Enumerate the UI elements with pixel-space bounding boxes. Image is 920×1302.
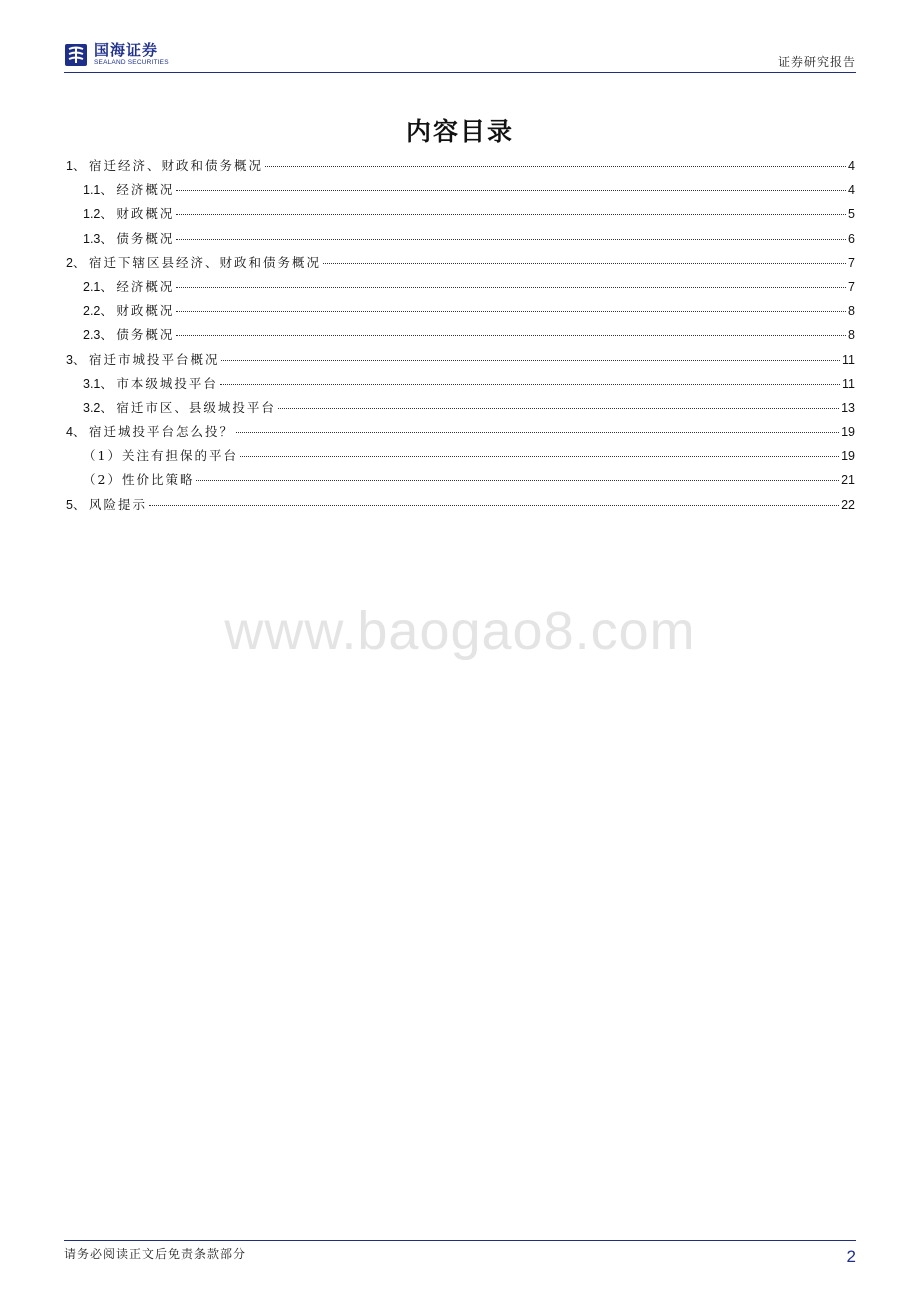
toc-dot-leader [176,311,846,312]
toc-entry-page: 7 [848,279,855,294]
toc-entry-page: 22 [841,497,855,512]
toc-dot-leader [196,480,839,481]
toc-entry[interactable] [66,275,855,299]
toc-entry[interactable] [66,299,855,323]
toc-entry[interactable] [66,444,855,468]
toc-dot-leader [240,456,839,457]
toc-entry[interactable] [66,202,855,226]
toc-entry-page: 6 [848,231,855,246]
toc-entry-label: 宿迁经济、财政和债务概况 [88,158,263,173]
toc-entry[interactable] [66,251,855,275]
toc-entry-number: 1.3、 [83,231,117,246]
page-title: 内容目录 [405,117,514,146]
toc-entry[interactable] [66,154,855,178]
toc-entry[interactable] [66,493,855,517]
toc-entry-label: 财政概况 [116,303,175,319]
toc-entry[interactable] [66,420,855,444]
toc-entry-number: 2、 [66,255,89,270]
toc-entry-label: 经济概况 [116,182,175,198]
toc-entry-page: 19 [841,425,855,440]
sealand-logo-icon [64,43,88,67]
toc-dot-leader [265,166,846,167]
toc-entry-label: 经济概况 [116,278,175,294]
toc-dot-leader [236,432,839,433]
toc-entry-number: 1、 [66,159,89,173]
toc-entry-label: （2）性价比策略 [83,472,195,488]
toc-entry-number: 5、 [66,497,89,512]
toc-entry-page: 11 [842,352,855,367]
toc-entry-page: 11 [842,376,855,391]
toc-entry-page: 8 [848,304,855,319]
toc-entry[interactable] [66,227,855,251]
toc-dot-leader [221,360,840,361]
toc-entry-label: （1）关注有担保的平台 [83,448,238,464]
logo-english-name: SEALAND SECURITIES [94,59,169,67]
toc-entry[interactable] [66,468,855,492]
toc-entry-label: 宿迁城投平台怎么投？ [88,424,234,440]
watermark: www.baogao8.com [224,601,696,661]
toc-entry-label: 风险提示 [88,496,147,512]
toc-entry-number: 1.1、 [83,183,117,198]
toc-entry-page: 13 [841,400,855,415]
toc-entry-number: 3.1、 [83,376,117,391]
toc-entry-number: 2.2、 [83,304,117,319]
toc-dot-leader [176,287,846,288]
toc-dot-leader [149,505,839,506]
toc-dot-leader [176,214,846,215]
toc-entry-label: 宿迁下辖区县经济、财政和债务概况 [88,254,321,270]
toc-dot-leader [176,239,846,240]
toc-entry-number: 3.2、 [83,400,117,415]
toc-dot-leader [176,335,846,336]
toc-entry-page: 19 [841,449,855,464]
toc-entry-label: 债务概况 [116,327,175,343]
toc-entry-page: 21 [841,473,855,488]
toc-entry-page: 8 [848,328,855,343]
toc-dot-leader [278,408,839,409]
logo-chinese-name: 国海证券 [94,41,159,60]
toc-entry-page: 4 [848,183,855,198]
disclaimer-text: 请务必阅读正文后免责条款部分 [64,1247,247,1261]
toc-dot-leader [176,190,846,191]
toc-entry[interactable] [66,396,855,420]
toc-entry[interactable] [66,178,855,202]
toc-entry-page: 5 [848,207,855,222]
toc-entry-number: 2.1、 [83,279,117,294]
toc-entry[interactable] [66,323,855,347]
toc-entry-label: 债务概况 [116,230,175,246]
toc-entry[interactable] [66,372,855,396]
page-header [64,40,856,73]
toc-entry-number: 4、 [66,425,89,440]
company-logo [64,40,169,70]
toc-entry-number: 2.3、 [83,328,117,343]
toc-entry-number: 1.2、 [83,207,117,222]
toc-entry-page: 4 [848,159,855,173]
toc-entry-number: 3、 [66,352,89,367]
report-type-label: 证券研究报告 [777,55,856,69]
toc-dot-leader [220,384,840,385]
toc-entry-label: 市本级城投平台 [116,375,218,391]
toc-entry-page: 7 [848,255,855,270]
toc-entry-label: 宿迁市城投平台概况 [88,351,220,367]
table-of-contents [66,154,855,517]
toc-entry-label: 财政概况 [116,206,175,222]
page-footer [64,1240,856,1271]
page-number: 2 [846,1247,856,1266]
toc-dot-leader [323,263,846,264]
toc-entry-label: 宿迁市区、县级城投平台 [116,399,276,415]
toc-entry[interactable] [66,348,855,372]
